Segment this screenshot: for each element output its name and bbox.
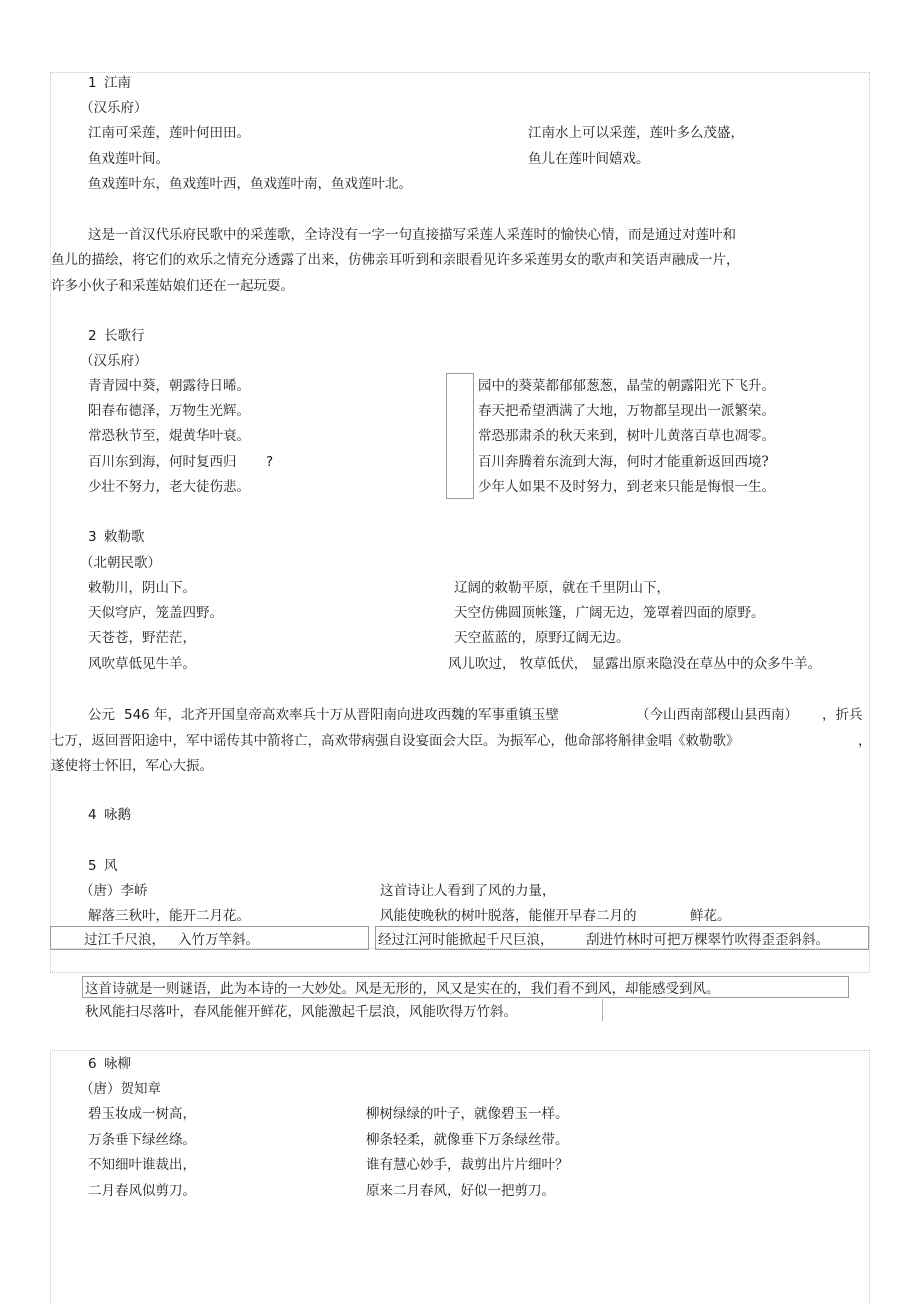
poem1-number: 1 [88, 75, 97, 91]
page-border-left [50, 72, 51, 972]
poem3-line: 天似穹庐，笼盖四野。 [88, 605, 223, 621]
poem3-commentary-year: 546 [124, 707, 150, 723]
poem3-commentary: 七万，返回晋阳途中，军中谣传其中箭将亡，高欢带病强自设宴面会大臣。为振军心，他命部将斛律金唱《敕勒歌》 [51, 733, 740, 749]
poem2-number: 2 [88, 328, 97, 344]
poem1-commentary: 许多小伙子和采莲姑娘们还在一起玩耍。 [51, 278, 294, 294]
poem2-translation: 常恐那肃杀的秋天来到，树叶儿黄落百草也凋零。 [478, 428, 775, 444]
poem2-question-mark: ? [266, 454, 274, 470]
poem1-source: （汉乐府） [80, 100, 148, 116]
poem5-translation: 风能使晚秋的树叶脱落，能催开早春二月的 [380, 908, 637, 924]
poem6-translation: 柳条轻柔，就像垂下万条绿丝带。 [366, 1132, 569, 1148]
poem3-source: （北朝民歌） [80, 555, 161, 571]
poem6-author: （唐）贺知章 [80, 1081, 161, 1097]
poem1-title: 江南 [104, 75, 131, 91]
poem6-translation: 柳树绿绿的叶子，就像碧玉一样。 [366, 1106, 569, 1122]
poem6-title: 咏柳 [104, 1056, 131, 1072]
poem4-title: 咏鹅 [104, 807, 131, 823]
poem3-line: 敕勒川，阴山下。 [88, 580, 196, 596]
page-border-top [50, 72, 869, 73]
poem5-translation: 这首诗让人看到了风的力量， [380, 883, 556, 899]
poem5-title: 风 [104, 858, 118, 874]
poem1-line: 鱼戏莲叶东，鱼戏莲叶西，鱼戏莲叶南，鱼戏莲叶北。 [88, 176, 412, 192]
poem3-line: 天苍苍，野茫茫， [88, 630, 196, 646]
page2-border-right [869, 1050, 870, 1303]
page2-border-top [50, 1050, 869, 1051]
poem3-commentary-end: ，折兵 [822, 707, 863, 723]
poem3-title: 敕勒歌 [104, 529, 145, 545]
poem6-number: 6 [88, 1056, 97, 1072]
poem3-commentary-prefix: 公元 [88, 707, 115, 723]
poem3-translation: 天空仿佛圆顶帐篷，广阔无边，笼罩着四面的原野。 [454, 605, 765, 621]
poem4-number: 4 [88, 807, 97, 823]
poem5-author: （唐）李峤 [80, 883, 148, 899]
page-border-right [869, 72, 870, 972]
poem1-commentary: 鱼儿的描绘，将它们的欢乐之情充分透露了出来，仿佛亲耳听到和亲眼看见许多采莲男女的歌声和笑语声融成一片， [51, 252, 740, 268]
poem5-commentary: 秋风能扫尽落叶，春风能催开鲜花，风能激起千层浪，风能吹得万竹斜。 [85, 1004, 517, 1020]
poem5-commentary-rule [602, 999, 603, 1021]
poem5-translation-end: 鲜花。 [690, 908, 731, 924]
poem6-line: 碧玉妆成一树高， [88, 1106, 196, 1122]
poem2-title: 长歌行 [104, 328, 145, 344]
poem2-translation: 春天把希望洒满了大地，万物都呈现出一派繁荣。 [478, 403, 775, 419]
poem1-commentary: 这是一首汉代乐府民歌中的采莲歌，全诗没有一字一句直接描写采莲人采莲时的愉快心情，而是通过对莲叶和 [88, 227, 736, 243]
poem3-translation: 天空蓝蓝的，原野辽阔无边。 [454, 630, 630, 646]
poem1-translation: 江南水上可以采莲，莲叶多么茂盛， [528, 125, 744, 141]
poem2-line: 百川东到海，何时复西归 [88, 454, 237, 470]
poem1-line: 江南可采莲，莲叶何田田。 [88, 125, 250, 141]
poem5-translation: 经过江河时能掀起千尺巨浪， [378, 932, 554, 948]
poem3-commentary: 年，北齐开国皇帝高欢率兵十万从晋阳南向进攻西魏的军事重镇玉壁 [154, 707, 559, 723]
poem2-translation: 少年人如果不及时努力，到老来只能是悔恨一生。 [478, 479, 775, 495]
poem2-line: 少壮不努力，老大徒伤悲。 [88, 479, 250, 495]
poem1-translation: 鱼儿在莲叶间嬉戏。 [528, 151, 650, 167]
poem5-commentary: 这首诗就是一则谜语，此为本诗的一大妙处。风是无形的，风又是实在的，我们看不到风，却能感受到风。 [85, 981, 720, 997]
poem1-line: 鱼戏莲叶间。 [88, 151, 169, 167]
poem5-line: 解落三秋叶，能开二月花。 [88, 908, 250, 924]
poem3-translation: 辽阔的敕勒平原，就在千里阴山下， [454, 580, 670, 596]
poem6-translation: 谁有慧心妙手，裁剪出片片细叶？ [366, 1157, 569, 1173]
poem6-line: 不知细叶谁裁出， [88, 1157, 196, 1173]
poem3-line: 风吹草低见牛羊。 [88, 656, 196, 672]
poem3-commentary-paren: （今山西南部稷山县西南） [636, 707, 798, 723]
poem2-translation: 园中的葵菜都郁郁葱葱，晶莹的朝露阳光下飞升。 [478, 378, 775, 394]
poem3-number: 3 [88, 529, 97, 545]
poem6-translation: 原来二月春风，好似一把剪刀。 [366, 1183, 555, 1199]
poem2-divider-box [446, 373, 474, 499]
poem5-line: 入竹万竿斜。 [178, 932, 259, 948]
poem2-source: （汉乐府） [80, 353, 148, 369]
poem2-line: 阳春布德泽，万物生光辉。 [88, 403, 250, 419]
poem2-line: 青青园中葵，朝露待日晞。 [88, 378, 250, 394]
poem3-commentary: 遂使将士怀旧，军心大振。 [51, 758, 213, 774]
poem6-line: 二月春风似剪刀。 [88, 1183, 196, 1199]
poem3-translation: 风儿吹过， 牧草低伏， 显露出原来隐没在草丛中的众多牛羊。 [448, 656, 822, 672]
poem5-number: 5 [88, 858, 97, 874]
poem3-commentary-comma: ， [858, 733, 872, 749]
poem5-line: 过江千尺浪， [84, 932, 165, 948]
page2-border-left [50, 1050, 51, 1303]
poem2-translation: 百川奔腾着东流到大海，何时才能重新返回西境? [478, 454, 769, 470]
poem2-line: 常恐秋节至，焜黄华叶衰。 [88, 428, 250, 444]
poem5-translation: 刮进竹林时可把万棵翠竹吹得歪歪斜斜。 [586, 932, 829, 948]
poem6-line: 万条垂下绿丝绦。 [88, 1132, 196, 1148]
page-border-mid2 [50, 972, 869, 973]
